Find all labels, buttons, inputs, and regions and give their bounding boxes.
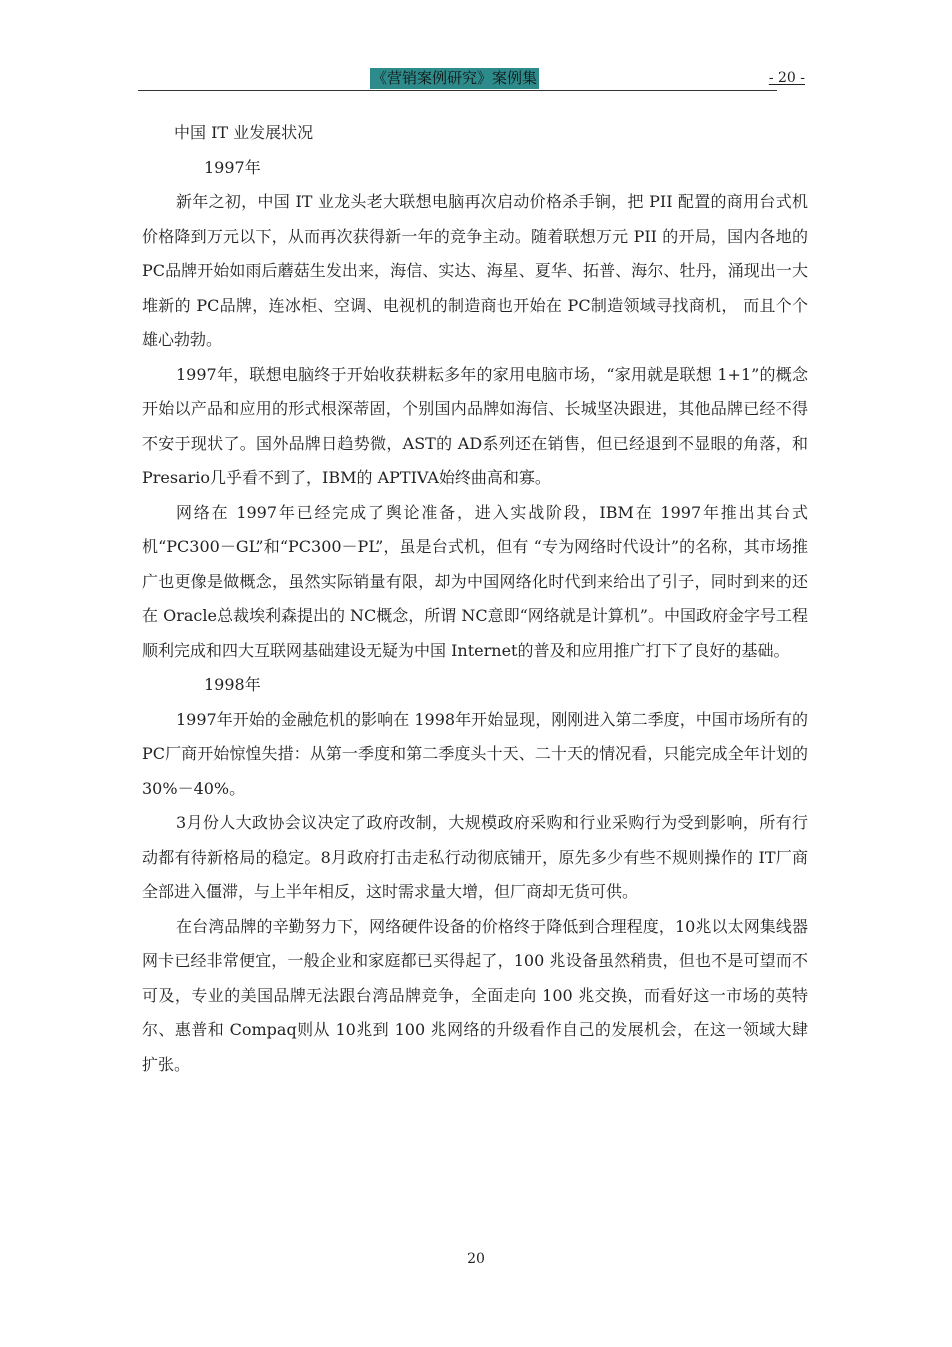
paragraph: 在台湾品牌的辛勤努力下，网络硬件设备的价格终于降低到合理程度，10兆以太网集线器网卡已经非常便宜，一般企业和家庭都已买得起了，100 兆设备虽然稍贵，但也不是可望而不可及，专业的美国品牌无法跟台湾品牌竞争，全面走向 100 兆交换，而看好这一市场的英特尔、惠普和 Compaq则从 10兆到 100 兆网络的升级看作自己的发展机会，在这一领域大肆扩张。 — [142, 916, 808, 1074]
year-heading-1998: 1998年 — [204, 675, 261, 694]
page-header — [138, 66, 805, 92]
header-page-label: - 20 - — [768, 70, 805, 86]
paragraph: 新年之初，中国 IT 业龙头老大联想电脑再次启动价格杀手锏，把 PII 配置的商用台式机价格降到万元以下，从而再次获得新一年的竞争主动。随着联想万元 PII 的开局，国内各地的PC品牌开始如雨后蘑菇生发出来，海信、实达、海星、夏华、拓普、海尔、牡丹，涌现出一大堆新的 PC品牌，连冰柜、空调、电视机的制造商也开始在 PC制造领域寻找商机， 而且个个雄心勃勃。 — [142, 192, 808, 349]
header-rule — [138, 90, 777, 91]
paragraph: 3月份人大政协会议决定了政府改制，大规模政府采购和行业采购行为受到影响，所有行动都有待新格局的稳定。8月政府打击走私行动彻底铺开，原先多少有些不规则操作的 IT厂商全部进入僵滞，与上半年相反，这时需求量大增，但厂商却无货可供。 — [142, 813, 808, 901]
paragraph: 网络在 1997年已经完成了舆论准备，进入实战阶段，IBM在 1997年推出其台式机“PC300－GL”和“PC300－PL”，虽是台式机，但有 “专为网络时代设计”的名称，其市场推广也更像是做概念，虽然实际销量有限，却为中国网络化时代到来给出了引子，同时到来的还在 Oracle总裁埃利森提出的 NC概念，所谓 NC意即“网络就是计算机”。中国政府金字号工程顺利完成和四大互联网基础建设无疑为中国 Internet的普及和应用推广打下了良好的基础。 — [142, 502, 808, 660]
year-heading-1997: 1997年 — [204, 157, 261, 177]
paragraph: 1997年开始的金融危机的影响在 1998年开始显现，刚刚进入第二季度，中国市场所有的 PC厂商开始惊惶失措：从第一季度和第二季度头十天、二十天的情况看，只能完成全年计划的 30%－40%。 — [142, 709, 808, 798]
document-body — [142, 116, 808, 1082]
paragraph: 1997年，联想电脑终于开始收获耕耘多年的家用电脑市场，“家用就是联想 1+1”的概念开始以产品和应用的形式根深蒂固，个别国内品牌如海信、长城坚决跟进，其他品牌已经不得不安于现状了。国外品牌日趋势微，AST的 AD系列还在销售，但已经退到不显眼的角落，和 Presario几乎看不到了，IBM的 APTIVA始终曲高和寡。 — [142, 364, 808, 487]
header-title: 《营销案例研究》案例集 — [372, 69, 538, 87]
section-heading: 中国 IT 业发展状况 — [174, 123, 314, 142]
footer-page-number: 20 — [467, 1251, 485, 1267]
